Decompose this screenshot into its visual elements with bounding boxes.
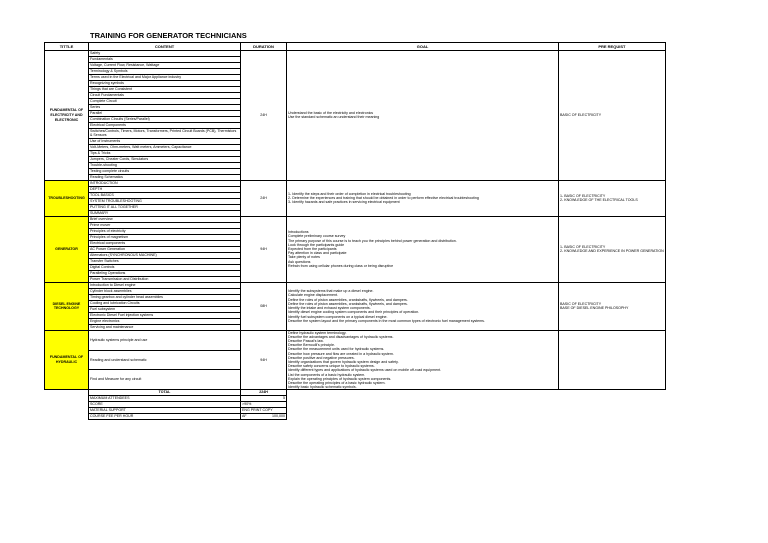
content-item: Cooling and lubrication Circuits: [89, 300, 241, 306]
goal-line: Understand the basic of the electricity and electronics: [288, 111, 374, 116]
prereq-line: 2- KNOWLEDGE OF THE ELECTRICAL TOOLS: [560, 198, 638, 203]
footer-value-a: ENG PRINT COPY: [242, 408, 273, 413]
header-title: TITTLE: [45, 43, 89, 51]
goal-line: Define the roles of piston assemblies, crankshafts, flywheels, and dampers.: [288, 301, 408, 306]
goal-line: Identify different types and applications of hydraulic systems used on mobile off-road equipment.: [288, 368, 442, 373]
content-item: SYSTEM TROUBLESHOOTING: [89, 198, 241, 204]
goal-line: Refrain from using cellular phones during class or being disruptive: [288, 263, 394, 268]
content-item: Digital Controls: [89, 264, 241, 270]
goal-line: Define hydraulic system terminology.: [288, 330, 347, 335]
goal-line: Describe Bernoulli's principle.: [288, 343, 336, 348]
content-item: Tips & Tricks: [89, 150, 241, 156]
section-goals: [287, 51, 559, 181]
content-item: AC Power Generation: [89, 246, 241, 252]
goal-line: Look through the participants guide: [288, 242, 345, 247]
section-title: FUNDAMENTAL OF ELECTRICITY AND ELECTRONIC: [45, 51, 89, 181]
content-item: TOOL BASICS: [89, 192, 241, 198]
content-item: INTRODUCTION: [89, 180, 241, 186]
content-item: Fuel subsystem: [89, 306, 241, 312]
goal-line: Describe positive and negative pressures.: [288, 355, 355, 360]
content-item: Combination Circuits (Series/Parallel): [89, 117, 241, 123]
footer-label: COURSE FEE PER HOUR: [89, 414, 241, 420]
content-item: DEPTH: [89, 186, 241, 192]
goal-line: Introductions: [288, 230, 309, 235]
blank-cell: [45, 414, 89, 420]
goal-line: Identify fuel subsystem components on a typical diesel engine.: [288, 314, 388, 319]
section-goals: [287, 216, 559, 282]
prereq-line: BASE OF DIESEL ENGINE PHILOSOPHY: [560, 306, 629, 311]
prereq-line: 1- BASIC OF ELECTRICITY: [560, 244, 606, 249]
content-item: Cylinder block assemblies: [89, 288, 241, 294]
goal-line: Describe how pressure and flow are created in a hydraulic system.: [288, 351, 394, 356]
goal-line: List the components of a basic hydraulic system.: [288, 372, 366, 377]
goal-line: Define the roles of piston assemblies, crankshafts, flywheels, and dampers.: [288, 297, 408, 302]
section-prereq: [559, 216, 666, 282]
content-item: Prime mover: [89, 222, 241, 228]
content-item: Series: [89, 105, 241, 111]
total-value: 224H: [241, 390, 287, 396]
footer-label: MAXIMUM ATTENDEES: [89, 396, 241, 402]
content-item: Reading and understand schematic: [89, 350, 241, 370]
goal-line: Complete preliminary course survey: [288, 234, 346, 239]
section-title: GENERATOR: [45, 216, 89, 282]
content-item: Electronic Diesel Fuel injection systems: [89, 312, 241, 318]
section-prereq: [559, 180, 666, 216]
prereq-line: 1- BASIC OF ELECTRICITY: [560, 193, 606, 198]
goal-line: Pay attention in class and participate: [288, 251, 347, 256]
content-item: Terminology & Symbols: [89, 69, 241, 75]
prereq-line: 2- KNOWLEDGE AND EXPERIENCE IN POWER GENERATION: [560, 249, 664, 254]
content-item: Parallel: [89, 111, 241, 117]
content-item: SUMMARY: [89, 210, 241, 216]
content-item: Find and Measure for any circuit: [89, 370, 241, 390]
header-goal: GOAL: [287, 43, 559, 51]
footer-value-a: AF: [242, 414, 247, 419]
content-item: Reading Schematics: [89, 174, 241, 180]
content-item: Engine electronics: [89, 318, 241, 324]
section-goals: [287, 282, 559, 330]
goal-line: Describe the operating principles of a basic hydraulic system.: [288, 381, 386, 386]
content-item: Brief overview: [89, 216, 241, 222]
header-duration: DURATION: [241, 43, 287, 51]
section-duration: 94H: [241, 330, 287, 390]
prereq-line: BASIC OF ELECTRICITY: [560, 113, 602, 118]
content-item: Alternators (SYNCHRONOUS MACHINE): [89, 252, 241, 258]
goal-line: 3- Identify hazards and safe practices in servicing electrical equipment: [288, 200, 400, 205]
blank-cell: [287, 414, 559, 420]
training-table: [44, 42, 666, 420]
goal-line: Take plenty of notes: [288, 255, 320, 260]
content-item: Volt-Meters, Ohm-meters, Watt meters, Ammeters, Capacitance: [89, 144, 241, 150]
content-item: Recognizing symbols: [89, 81, 241, 87]
section-title: FUNDAMENTAL OF HYDRAULIC: [45, 330, 89, 390]
section-duration: 08H: [241, 282, 287, 330]
goal-line: 1- Identify the steps and their order of completion in electrical troubleshooting: [288, 191, 411, 196]
goal-line: Describe the system layout and the primary components in the most common types of electronic fuel management systems.: [288, 318, 485, 323]
section-goals: [287, 180, 559, 216]
table-body: [45, 51, 666, 420]
content-item: Things that are Consistent: [89, 87, 241, 93]
goal-line: Use the standard schematic an understand their meaning: [288, 115, 380, 120]
content-item: Electrical Components: [89, 123, 241, 129]
footer-value-b: 100,000: [272, 414, 285, 419]
goal-line: Explain the operating principles of hydraulic system components.: [288, 376, 392, 381]
content-item: Hydraulic systems principle and use: [89, 330, 241, 350]
goal-line: Identify organizations that govern hydraulic system design and safety.: [288, 360, 399, 365]
section-duration: 94H: [241, 216, 287, 282]
header-prereq: PRE REQUIST: [559, 43, 666, 51]
header-content: CONTENT: [89, 43, 241, 51]
footer-label: MATERIAL SUPPORT: [89, 408, 241, 414]
content-item: Use of Instruments: [89, 138, 241, 144]
total-label: TOTAL: [89, 390, 241, 396]
content-item: Servicing and maintenance: [89, 324, 241, 330]
document-title: TRAINING FOR GENERATOR TECHNICIANS: [90, 31, 247, 40]
goal-line: Identify the intake and exhaust system components.: [288, 306, 371, 311]
goal-line: Ask questions: [288, 259, 311, 264]
section-title: DIESEL ENGINE TECHNOLOGY: [45, 282, 89, 330]
goal-line: Describe safety concerns unique to hydraulic systems.: [288, 364, 375, 369]
section-prereq: [559, 330, 666, 390]
section-prereq: [559, 51, 666, 181]
content-item: Fundamentals: [89, 57, 241, 63]
prereq-line: BASIC OF ELECTRICITY: [560, 301, 602, 306]
content-item: Power Transmission and Distribution: [89, 276, 241, 282]
goal-line: 2- Determine the experiences and training that should be obtained in order to perform effective electrical troubleshooting: [288, 195, 479, 200]
section-duration: 24H: [241, 51, 287, 181]
footer-label: SCORE: [89, 402, 241, 408]
content-item: Principles of magnetism: [89, 234, 241, 240]
blank-cell: [559, 414, 666, 420]
goal-line: Calculate engine displacement.: [288, 293, 338, 298]
content-item: Paralleling Operations: [89, 270, 241, 276]
content-item: Terms used in the Electrical and Major Appliance industry: [89, 75, 241, 81]
footer-row: [45, 414, 666, 420]
goal-line: The primary purpose of this course is to teach you the principles behind power generation and distribution.: [288, 238, 457, 243]
goal-line: Identify diesel engine cooling system components and their principles of operation.: [288, 310, 420, 315]
content-item: Introduction to Diesel engine: [89, 282, 241, 288]
section-goals: [287, 330, 559, 390]
content-item: Circuit Fundamentals: [89, 93, 241, 99]
content-item: Complete Circuit: [89, 99, 241, 105]
goal-line: Expected from the participants: [288, 246, 337, 251]
goal-line: Identify basic hydraulic schematic symbols.: [288, 385, 357, 390]
content-item: PUTTING IT ALL TOGETHER: [89, 204, 241, 210]
goal-line: Describe Pascal's law.: [288, 339, 324, 343]
section-prereq: [559, 282, 666, 330]
goal-line: Describe the measurement units used for hydraulic systems.: [288, 347, 385, 352]
content-item: Timing gearbox and cylinder head assemblies: [89, 294, 241, 300]
section-title: TROUBLESHOOTING: [45, 180, 89, 216]
header-row: [45, 43, 666, 51]
footer-value-a: >90%: [242, 402, 252, 407]
content-item: Jumpers, Cheater Cords, Simulators: [89, 156, 241, 162]
content-item: Voltage, Current Flow, Resistance, Wattage: [89, 63, 241, 69]
content-item: Electrical components: [89, 240, 241, 246]
content-item: Transfer Switches: [89, 258, 241, 264]
content-item: Switches/Controls, Timers, Motors, Transformers, Printed Circuit Boards (PCB), Thermistors & Sensors: [89, 129, 241, 139]
goal-line: Describe the advantages and disadvantages of hydraulic systems.: [288, 334, 394, 339]
goal-line: Identify the subsystems that make up a diesel engine.: [288, 289, 374, 294]
section-duration: 24H: [241, 180, 287, 216]
content-item: Testing complete circuits: [89, 168, 241, 174]
table-row: [45, 330, 666, 350]
footer-value-b: 5: [283, 396, 285, 401]
content-item: Principles of electricity: [89, 228, 241, 234]
content-item: Trouble-shooting: [89, 162, 241, 168]
content-item: Safety: [89, 51, 241, 57]
